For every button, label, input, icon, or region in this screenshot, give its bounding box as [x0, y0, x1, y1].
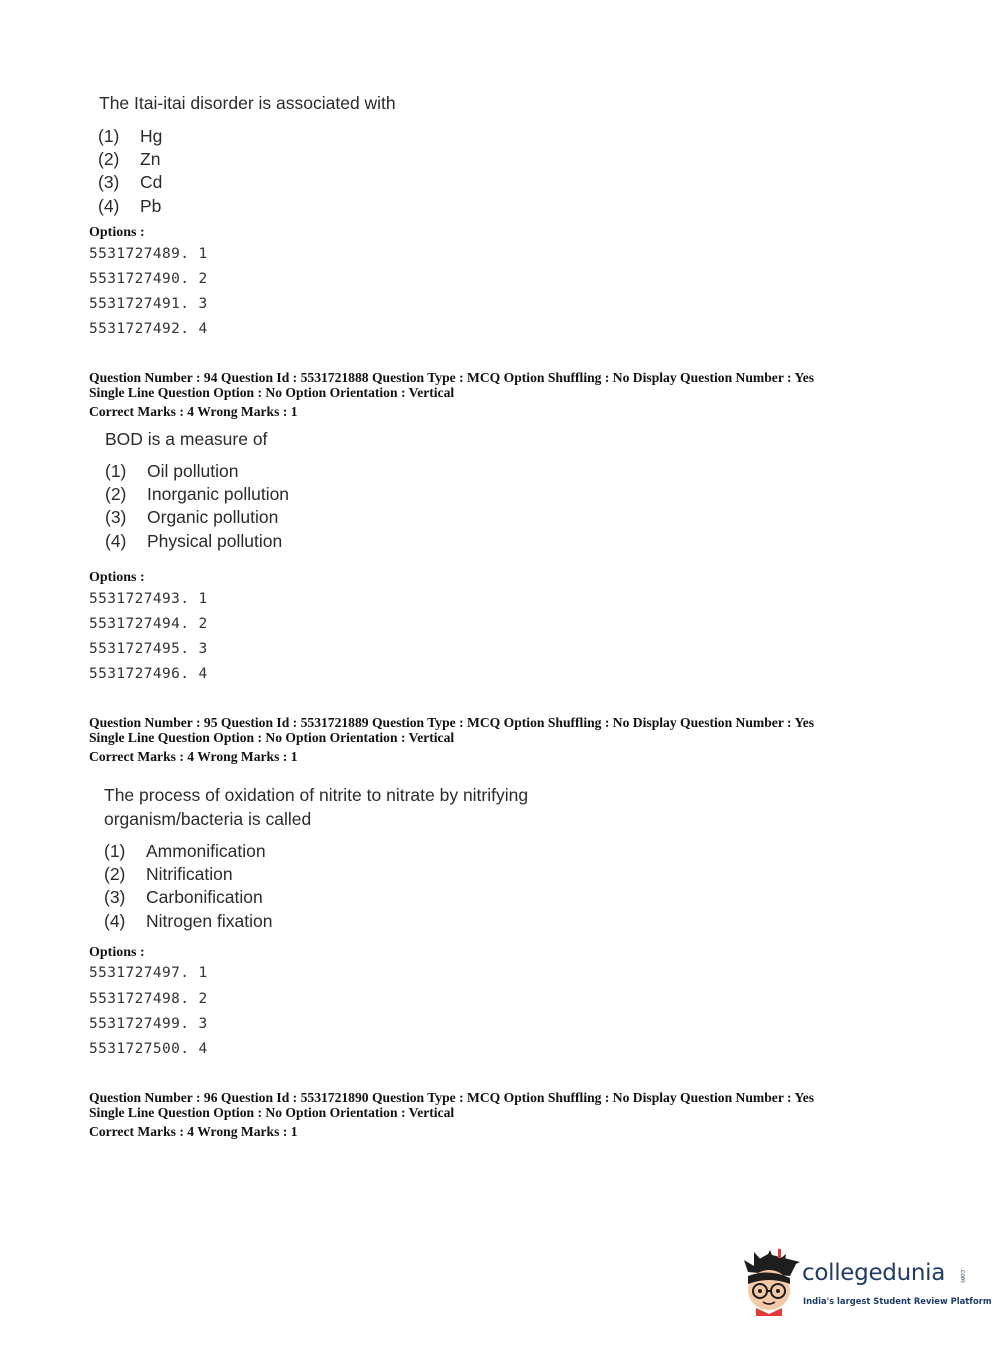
- question-95-text-line-2: organism/bacteria is called: [104, 809, 312, 829]
- question-96-meta-line-2: Single Line Question Option : No Option Orientation : Vertical: [89, 1105, 455, 1120]
- question-94-choice-2: (2) Inorganic pollution: [105, 484, 290, 504]
- question-95-text-line-1: The process of oxidation of nitrite to nitrate by nitrifying: [104, 785, 529, 805]
- question-93-choice-2: (2) Zn: [98, 149, 161, 169]
- question-95-options-label: Options :: [89, 945, 145, 960]
- question-94-meta-line-1: Question Number : 94 Question Id : 5531721888 Question Type : MCQ Option Shuffling : No Display Question Number : Yes: [89, 370, 815, 385]
- question-96-marks: Correct Marks : 4 Wrong Marks : 1: [89, 1124, 298, 1139]
- question-94-meta-line-2: Single Line Question Option : No Option Orientation : Vertical: [89, 385, 455, 400]
- question-95-meta-line-2: Single Line Question Option : No Option Orientation : Vertical: [89, 730, 455, 745]
- question-94-choice-4: (4) Physical pollution: [105, 531, 283, 551]
- question-95-choice-3: (3) Carbonification: [104, 887, 263, 907]
- question-95-meta-line-1: Question Number : 95 Question Id : 5531721889 Question Type : MCQ Option Shuffling : No Display Question Number : Yes: [89, 715, 815, 730]
- question-93-option-code-4: 5531727492. 4: [89, 321, 208, 337]
- question-95-marks: Correct Marks : 4 Wrong Marks : 1: [89, 749, 298, 764]
- question-93-options-label: Options :: [89, 225, 145, 240]
- question-95-choice-4: (4) Nitrogen fixation: [104, 911, 273, 931]
- question-94-option-code-3: 5531727495. 3: [89, 641, 208, 657]
- question-94-choice-3: (3) Organic pollution: [105, 507, 279, 527]
- question-94-option-code-4: 5531727496. 4: [89, 666, 208, 682]
- question-95-option-code-2: 5531727498. 2: [89, 991, 208, 1007]
- collegedunia-logo: [740, 1246, 992, 1316]
- question-93-option-code-1: 5531727489. 1: [89, 246, 208, 262]
- question-94-marks: Correct Marks : 4 Wrong Marks : 1: [89, 404, 298, 419]
- question-94-options-label: Options :: [89, 570, 145, 585]
- logo-tagline: India's largest Student Review Platform: [803, 1296, 992, 1306]
- question-93-choice-4: (4) Pb: [98, 196, 162, 216]
- question-95-choice-2: (2) Nitrification: [104, 864, 233, 884]
- question-93-choice-1: (1) Hg: [98, 126, 163, 146]
- question-94-option-code-2: 5531727494. 2: [89, 616, 208, 632]
- mascot-icon: [740, 1246, 804, 1316]
- question-94-choice-1: (1) Oil pollution: [105, 461, 239, 481]
- logo-wordmark: collegedunia: [802, 1260, 946, 1286]
- question-93-option-code-3: 5531727491. 3: [89, 296, 208, 312]
- question-93-option-code-2: 5531727490. 2: [89, 271, 208, 287]
- logo-domain: .com: [959, 1268, 966, 1283]
- question-95-option-code-4: 5531727500. 4: [89, 1041, 208, 1057]
- question-95-choice-1: (1) Ammonification: [104, 841, 266, 861]
- question-94-option-code-1: 5531727493. 1: [89, 591, 208, 607]
- question-95-option-code-1: 5531727497. 1: [89, 965, 208, 981]
- question-93-choice-3: (3) Cd: [98, 172, 163, 192]
- question-96-meta-line-1: Question Number : 96 Question Id : 5531721890 Question Type : MCQ Option Shuffling : No Display Question Number : Yes: [89, 1090, 815, 1105]
- question-95-option-code-3: 5531727499. 3: [89, 1016, 208, 1032]
- question-94-text: BOD is a measure of: [105, 429, 268, 449]
- question-93-text: The Itai-itai disorder is associated with: [99, 93, 396, 113]
